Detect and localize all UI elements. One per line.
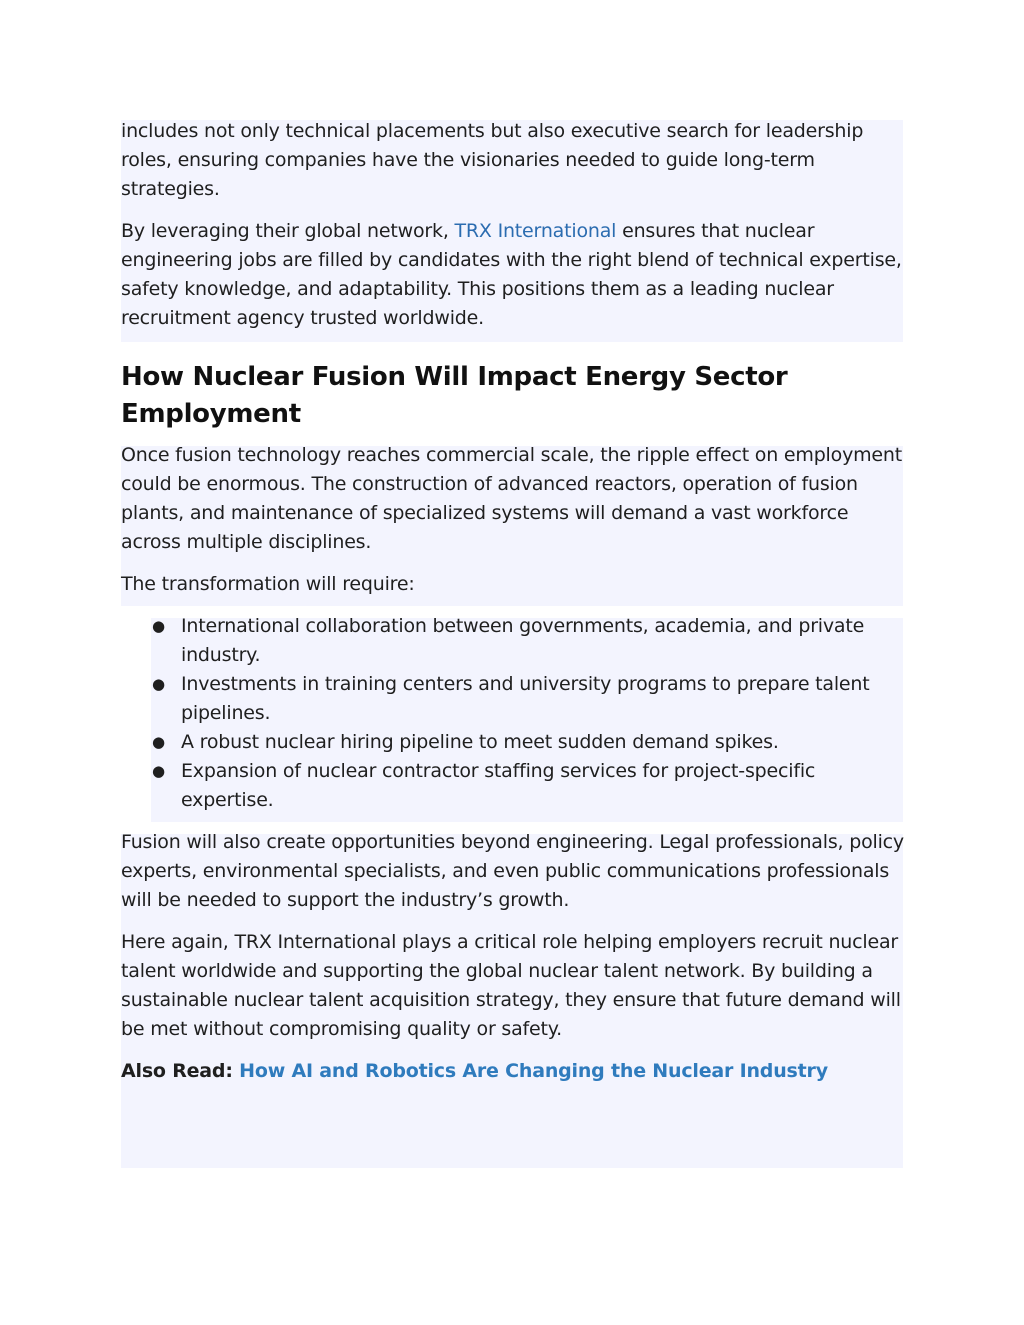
list-item [121,757,911,815]
section-heading: How Nuclear Fusion Will Impact Energy Sector Employment [121,362,788,429]
paragraph-text-before-link: By leveraging their global network, [121,220,455,242]
list-item [121,612,911,670]
paragraph-executive-search: includes not only technical placements but also executive search for leadership roles, ensuring companies have the visionaries needed to guide long-term strategies. [121,120,864,200]
trx-international-link[interactable]: TRX International [454,220,617,242]
also-read [121,1057,911,1086]
bullet-icon: ● [152,762,165,780]
also-read-link[interactable]: How AI and Robotics Are Changing the Nuclear Industry [239,1060,828,1082]
list-item [121,728,911,757]
requirements-list [121,612,911,815]
paragraph-global-network [121,217,911,333]
paragraph-beyond-engineering: Fusion will also create opportunities beyond engineering. Legal professionals, policy experts, environmental specialists, and even public communications professionals will be needed to support the industry’s growth. [121,831,904,911]
list-item-text: A robust nuclear hiring pipeline to meet sudden demand spikes. [181,731,779,753]
article-body [121,117,911,1086]
bullet-icon: ● [152,617,165,635]
list-item [121,670,911,728]
bullet-icon: ● [152,675,165,693]
paragraph-text-after-link: ensures that nuclear engineering jobs are filled by candidates with the right blend of technical expertise, safety knowledge, and adaptability. This positions them as a leading nuclear recruitment agency trusted worldwide. [121,220,902,329]
also-read-label: Also Read: [121,1060,240,1082]
list-item-text: Expansion of nuclear contractor staffing services for project-specific expertise. [181,760,816,811]
paragraph-fusion-employment: Once fusion technology reaches commercial scale, the ripple effect on employment could be enormous. The construction of advanced reactors, operation of fusion plants, and maintenance of specialized systems will demand a vast workforce across multiple disciplines. [121,444,902,553]
list-item-text: International collaboration between governments, academia, and private industry. [181,615,865,666]
paragraph-trx-role: Here again, TRX International plays a critical role helping employers recruit nuclear talent worldwide and supporting the global nuclear talent network. By building a sustainable nuclear talent acquisition strategy, they ensure that future demand will be met without compromising quality or safety. [121,931,901,1040]
paragraph-list-intro: The transformation will require: [121,573,415,595]
list-item-text: Investments in training centers and university programs to prepare talent pipelines. [181,673,870,724]
bullet-icon: ● [152,733,165,751]
